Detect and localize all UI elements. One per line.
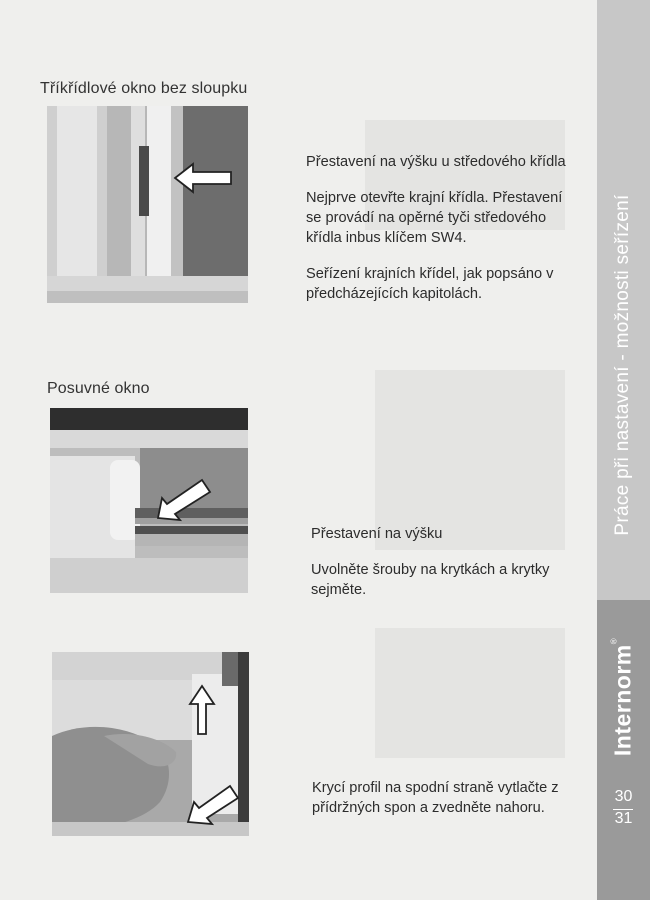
brand-name: Internorm (609, 644, 636, 757)
photo-sliding-window-cover (50, 408, 248, 593)
section-heading: Tříkřídlové okno bez sloupku (40, 80, 248, 97)
paragraph: Přestavení na výšku (311, 526, 443, 542)
section-text-1 (306, 152, 574, 316)
show-through-shadow (375, 628, 565, 758)
brand-logo-text (610, 638, 637, 756)
photo-hand-lifting-profile-image (52, 652, 249, 836)
paragraph: Seřízení krajních křídel, jak popsáno v předcházejících kapitolách. (306, 266, 554, 302)
section-text-2 (311, 524, 571, 612)
photo-three-sash-window (47, 106, 248, 303)
paragraph: Krycí profil na spodní straně vytlačte z přídržných spon a zvedněte nahoru. (312, 780, 559, 816)
chapter-title-vertical: Práce při nastavení - možnosti seřízení (612, 194, 633, 536)
photo-sliding-window-cover-image (50, 408, 248, 593)
section-heading: Posuvné okno (47, 380, 150, 397)
paragraph: Nejprve otevřte krajní křídla. Přestavení se provádí na opěrné tyči středového křídla inbus klíčem SW4. (306, 190, 563, 246)
paragraph: Uvolněte šrouby na krytkách a krytky sejměte. (311, 562, 550, 598)
photo-hand-lifting-profile (52, 652, 249, 836)
page-number-left: 30 (614, 788, 633, 805)
page-number-right: 31 (614, 810, 633, 827)
photo-three-sash-window-image (47, 106, 248, 303)
show-through-shadow (375, 370, 565, 550)
paragraph: Přestavení na výšku u středového křídla (306, 154, 566, 170)
brand-registered-mark: ® (609, 637, 619, 645)
section-text-3 (312, 778, 582, 830)
